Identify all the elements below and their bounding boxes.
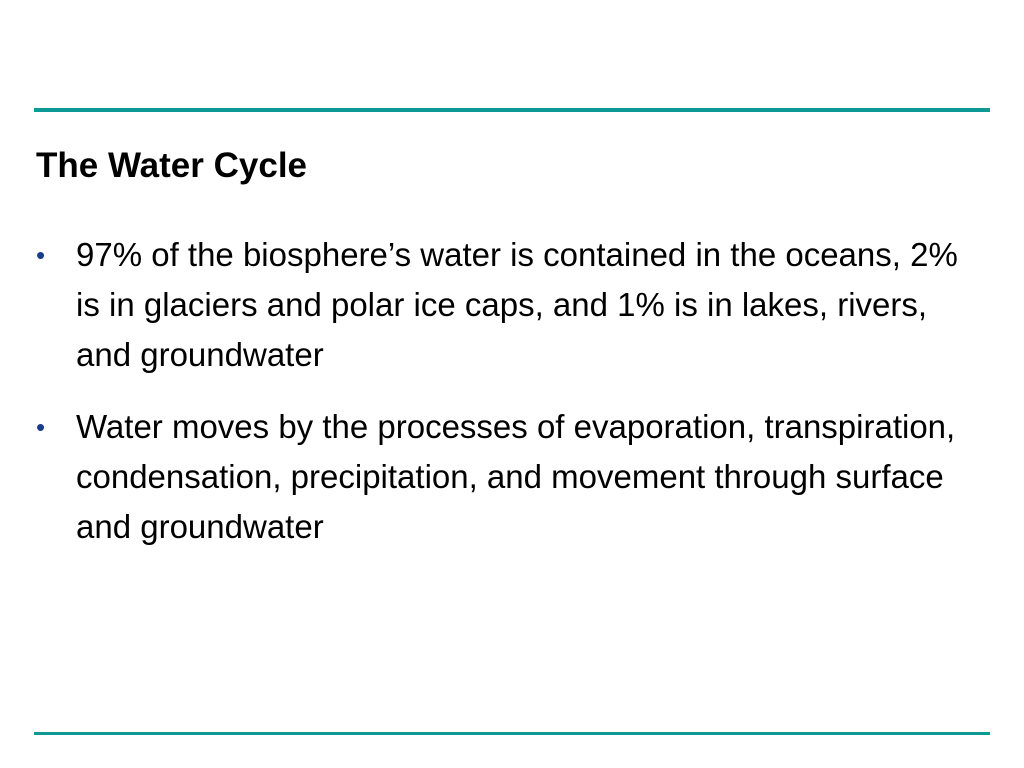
bullet-item (36, 230, 966, 380)
bottom-divider (34, 732, 990, 735)
slide-title: The Water Cycle (36, 146, 308, 185)
bullet-item (36, 402, 966, 552)
bullet-marker: • (36, 240, 46, 270)
bullet-list (36, 230, 966, 574)
bullet-marker: • (36, 412, 46, 442)
top-divider (34, 108, 990, 112)
bullet-text: Water moves by the processes of evaporation, transpiration, condensation, precipitation, and movement through surface and groundwater (76, 408, 956, 545)
bullet-text: 97% of the biosphere’s water is contained in the oceans, 2% is in glaciers and polar ice caps, and 1% is in lakes, rivers, and groundwater (76, 236, 958, 373)
